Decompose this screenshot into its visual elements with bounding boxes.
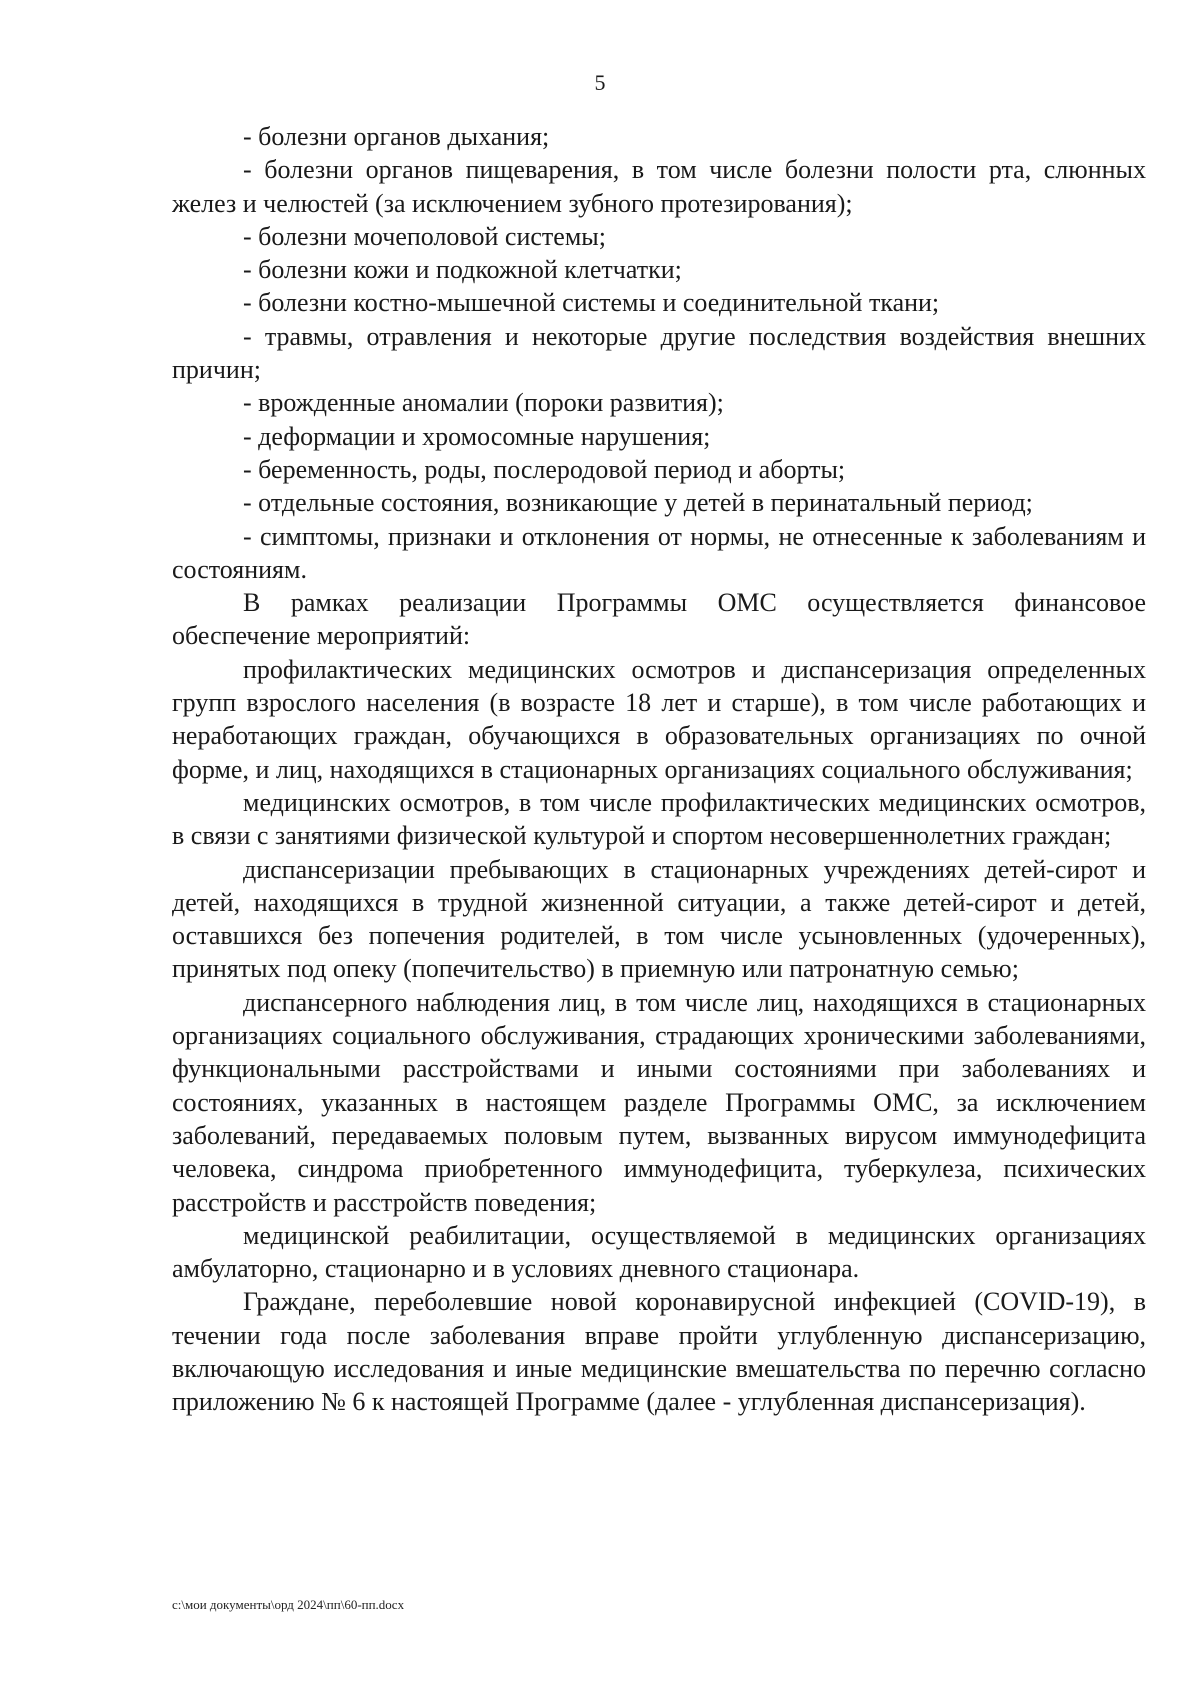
paragraph: профилактических медицинских осмотров и диспансеризация определенных групп взрослого населения (в возрасте 18 лет и старше), в том числе работающих и неработающих граждан, обучающихся в образовательных организациях по очной форме, и лиц, находящихся в стационарных организациях социального обслуживания; <box>172 654 1146 784</box>
paragraph: медицинских осмотров, в том числе профилактических медицинских осмотров, в связи с занятиями физической культурой и спортом несовершеннолетних граждан; <box>172 787 1146 851</box>
list-item: - симптомы, признаки и отклонения от нормы, не отнесенные к заболеваниям и состояниям. <box>172 521 1146 584</box>
footer-file-path: c:\мои документы\орд 2024\пп\60-пп.docx <box>172 1597 405 1612</box>
document-body <box>172 120 1146 1419</box>
list-item: - болезни органов дыхания; <box>243 122 550 151</box>
paragraph: медицинской реабилитации, осуществляемой в медицинских организациях амбулаторно, стационарно и в условиях дневного стационара. <box>172 1220 1146 1284</box>
list-item: - деформации и хромосомные нарушения; <box>243 421 711 451</box>
list-item: - болезни кожи и подкожной клетчатки; <box>243 255 682 285</box>
list-item: - отдельные состояния, возникающие у детей в перинатальный период; <box>243 488 1033 518</box>
paragraph: диспансеризации пребывающих в стационарных учреждениях детей-сирот и детей, находящихся в трудной жизненной ситуации, а также детей-сирот и детей, оставшихся без попечения родителей, в том числе усыновленных (удочеренных), принятых под опеку (попечительство) в приемную или патронатную семью; <box>172 854 1146 984</box>
list-item: - болезни мочеполовой системы; <box>243 221 606 251</box>
list-item: - беременность, роды, послеродовой период и аборты; <box>243 454 846 484</box>
list-item: - болезни костно-мышечной системы и соединительной ткани; <box>243 288 940 318</box>
paragraph: Граждане, переболевшие новой коронавирусной инфекцией (COVID-19), в течении года после заболевания вправе пройти углубленную диспансеризацию, включающую исследования и иные медицинские вмешательства по перечню согласно приложению № 6 к настоящей Программе (далее - углубленная диспансеризация). <box>172 1287 1146 1417</box>
paragraph: диспансерного наблюдения лиц, в том числе лиц, находящихся в стационарных организациях социального обслуживания, страдающих хроническими заболеваниями, функциональными расстройствами и иными состояниями при заболеваниях и состояниях, указанных в настоящем разделе Программы ОМС, за исключением заболеваний, передаваемых половым путем, вызванных вирусом иммунодефицита человека, синдрома приобретенного иммунодефицита, туберкулеза, психических расстройств и расстройств поведения; <box>172 987 1146 1217</box>
paragraph: В рамках реализации Программы ОМС осуществляется финансовое обеспечение мероприятий: <box>172 588 1146 651</box>
page-number: 5 <box>594 70 606 95</box>
list-item: - болезни органов пищеварения, в том числе болезни полости рта, слюнных желез и челюстей (за исключением зубного протезирования); <box>172 155 1146 218</box>
list-item: - травмы, отравления и некоторые другие последствия воздействия внешних причин; <box>172 321 1146 385</box>
list-item: - врожденные аномалии (пороки развития); <box>243 388 724 418</box>
